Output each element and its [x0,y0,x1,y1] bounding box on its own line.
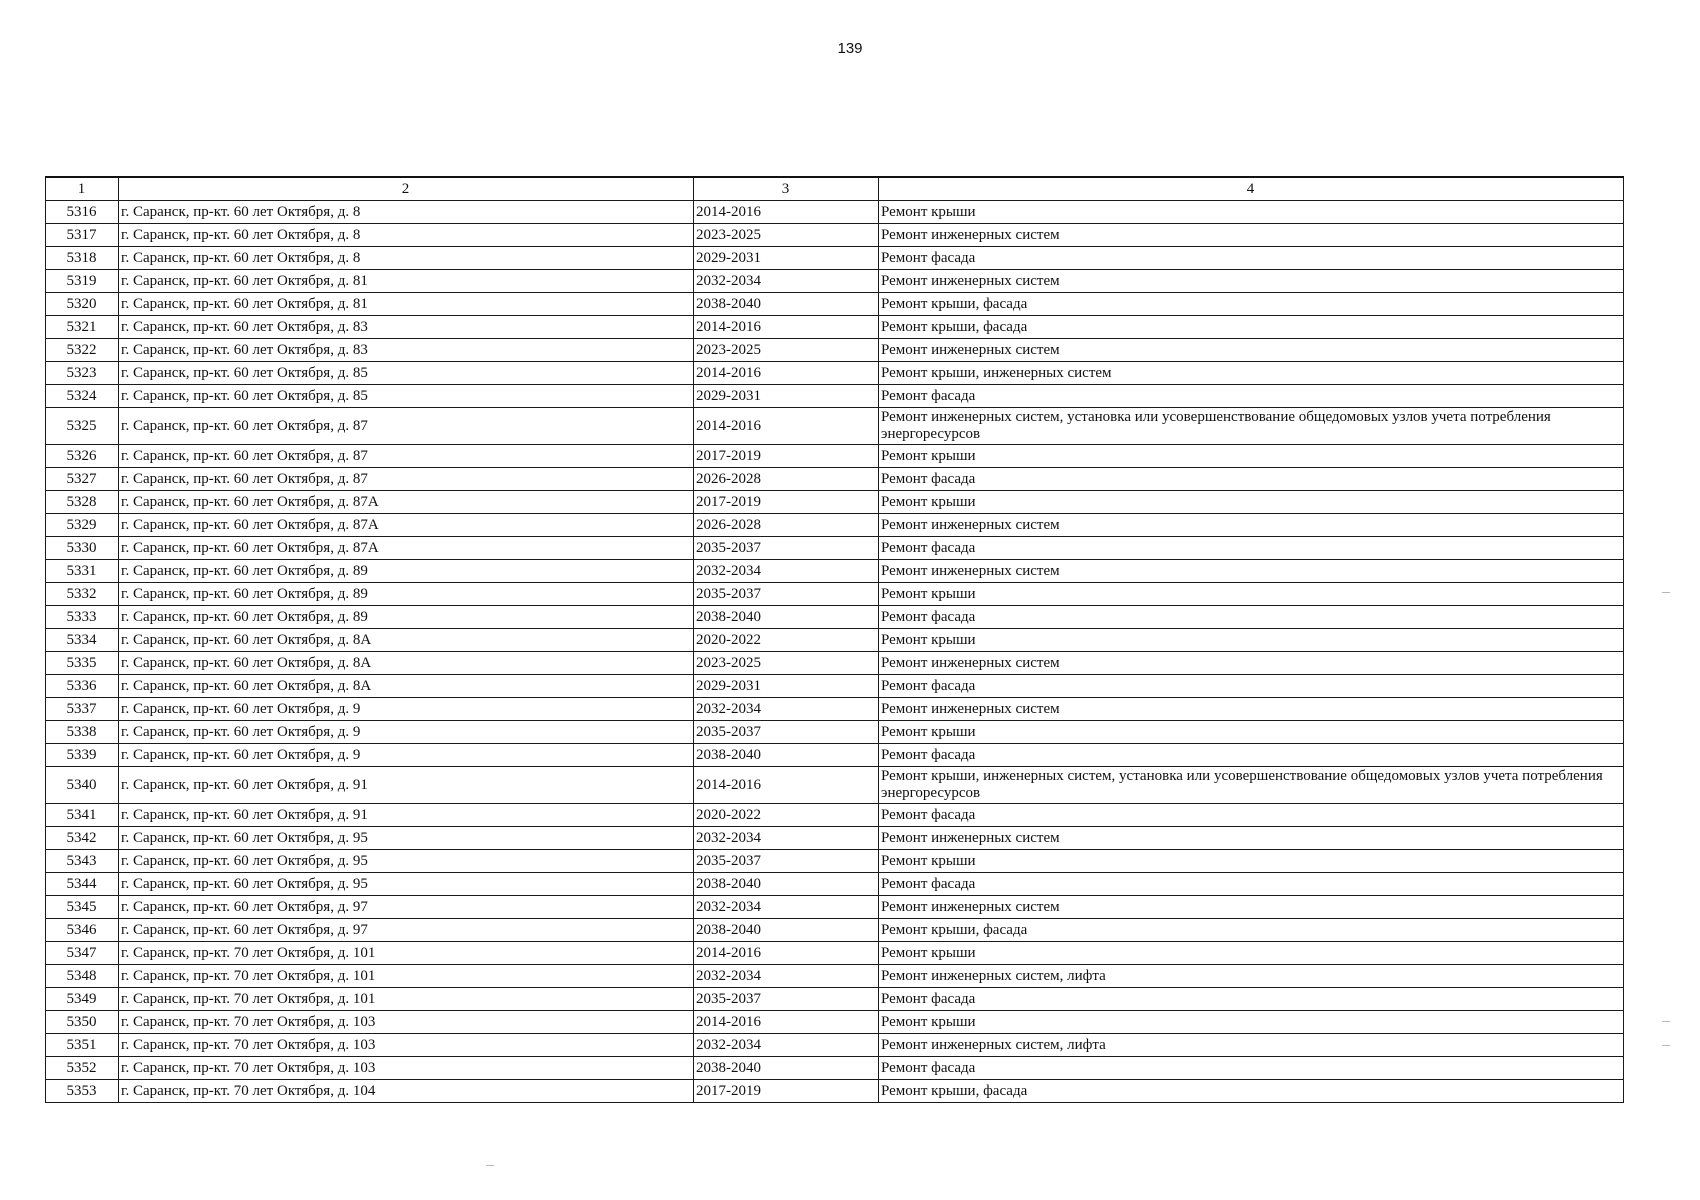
table-row [46,560,1624,583]
scan-mark [486,1165,494,1166]
address-cell: г. Саранск, пр-кт. 60 лет Октября, д. 8 [119,201,694,224]
row-number-cell: 5337 [46,698,119,721]
table-row [46,514,1624,537]
address-cell: г. Саранск, пр-кт. 60 лет Октября, д. 89 [119,583,694,606]
address-cell: г. Саранск, пр-кт. 70 лет Октября, д. 103 [119,1057,694,1080]
table-row [46,316,1624,339]
address-cell: г. Саранск, пр-кт. 60 лет Октября, д. 81 [119,270,694,293]
row-number-cell: 5329 [46,514,119,537]
address-cell: г. Саранск, пр-кт. 70 лет Октября, д. 101 [119,942,694,965]
work-type-cell: Ремонт фасада [879,537,1624,560]
period-cell: 2035-2037 [694,583,879,606]
period-cell: 2017-2019 [694,491,879,514]
table-row [46,965,1624,988]
address-cell: г. Саранск, пр-кт. 70 лет Октября, д. 101 [119,965,694,988]
row-number-cell: 5317 [46,224,119,247]
address-cell: г. Саранск, пр-кт. 60 лет Октября, д. 95 [119,850,694,873]
address-cell: г. Саранск, пр-кт. 60 лет Октября, д. 9 [119,721,694,744]
table-row [46,873,1624,896]
table-row [46,1011,1624,1034]
row-number-cell: 5353 [46,1080,119,1103]
work-type-cell: Ремонт фасада [879,873,1624,896]
period-cell: 2038-2040 [694,744,879,767]
period-cell: 2023-2025 [694,339,879,362]
work-type-cell: Ремонт фасада [879,606,1624,629]
row-number-cell: 5333 [46,606,119,629]
table-body [46,177,1624,1103]
table-row [46,896,1624,919]
column-header-work-type: 4 [879,177,1624,201]
address-cell: г. Саранск, пр-кт. 60 лет Октября, д. 97 [119,896,694,919]
row-number-cell: 5318 [46,247,119,270]
period-cell: 2032-2034 [694,827,879,850]
address-cell: г. Саранск, пр-кт. 60 лет Октября, д. 87А [119,491,694,514]
period-cell: 2029-2031 [694,247,879,270]
period-cell: 2014-2016 [694,942,879,965]
row-number-cell: 5344 [46,873,119,896]
row-number-cell: 5345 [46,896,119,919]
row-number-cell: 5327 [46,468,119,491]
period-cell: 2032-2034 [694,560,879,583]
work-type-cell: Ремонт инженерных систем [879,652,1624,675]
table-row [46,408,1624,445]
period-cell: 2014-2016 [694,767,879,804]
period-cell: 2038-2040 [694,873,879,896]
row-number-cell: 5326 [46,445,119,468]
row-number-cell: 5319 [46,270,119,293]
table-row [46,850,1624,873]
row-number-cell: 5340 [46,767,119,804]
period-cell: 2020-2022 [694,629,879,652]
row-number-cell: 5352 [46,1057,119,1080]
work-type-cell: Ремонт крыши, фасада [879,1080,1624,1103]
period-cell: 2032-2034 [694,698,879,721]
row-number-cell: 5316 [46,201,119,224]
period-cell: 2017-2019 [694,1080,879,1103]
address-cell: г. Саранск, пр-кт. 60 лет Октября, д. 85 [119,362,694,385]
period-cell: 2035-2037 [694,537,879,560]
address-cell: г. Саранск, пр-кт. 60 лет Октября, д. 83 [119,316,694,339]
work-type-cell: Ремонт фасада [879,744,1624,767]
row-number-cell: 5339 [46,744,119,767]
address-cell: г. Саранск, пр-кт. 60 лет Октября, д. 81 [119,293,694,316]
table-row [46,293,1624,316]
row-number-cell: 5334 [46,629,119,652]
work-type-cell: Ремонт крыши [879,942,1624,965]
work-type-cell: Ремонт крыши [879,445,1624,468]
period-cell: 2023-2025 [694,652,879,675]
table-row [46,721,1624,744]
row-number-cell: 5348 [46,965,119,988]
row-number-cell: 5351 [46,1034,119,1057]
table-row [46,919,1624,942]
table-header-row [46,177,1624,201]
address-cell: г. Саранск, пр-кт. 60 лет Октября, д. 8А [119,629,694,652]
address-cell: г. Саранск, пр-кт. 60 лет Октября, д. 87 [119,445,694,468]
row-number-cell: 5331 [46,560,119,583]
table-row [46,583,1624,606]
table-row [46,1080,1624,1103]
work-type-cell: Ремонт фасада [879,804,1624,827]
table-row [46,698,1624,721]
table-row [46,606,1624,629]
row-number-cell: 5343 [46,850,119,873]
row-number-cell: 5335 [46,652,119,675]
address-cell: г. Саранск, пр-кт. 60 лет Октября, д. 8А [119,675,694,698]
work-type-cell: Ремонт крыши [879,201,1624,224]
address-cell: г. Саранск, пр-кт. 60 лет Октября, д. 8 [119,224,694,247]
work-type-cell: Ремонт инженерных систем [879,514,1624,537]
address-cell: г. Саранск, пр-кт. 60 лет Октября, д. 87А [119,537,694,560]
row-number-cell: 5325 [46,408,119,445]
table-row [46,247,1624,270]
table-row [46,201,1624,224]
period-cell: 2026-2028 [694,468,879,491]
work-type-cell: Ремонт крыши, фасада [879,919,1624,942]
period-cell: 2032-2034 [694,965,879,988]
period-cell: 2014-2016 [694,408,879,445]
work-type-cell: Ремонт инженерных систем, лифта [879,965,1624,988]
address-cell: г. Саранск, пр-кт. 60 лет Октября, д. 85 [119,385,694,408]
period-cell: 2038-2040 [694,1057,879,1080]
period-cell: 2035-2037 [694,850,879,873]
work-type-cell: Ремонт фасада [879,675,1624,698]
row-number-cell: 5323 [46,362,119,385]
work-type-cell: Ремонт инженерных систем, лифта [879,1034,1624,1057]
period-cell: 2035-2037 [694,721,879,744]
period-cell: 2014-2016 [694,362,879,385]
table-row [46,491,1624,514]
period-cell: 2038-2040 [694,293,879,316]
address-cell: г. Саранск, пр-кт. 60 лет Октября, д. 87А [119,514,694,537]
table-row [46,339,1624,362]
period-cell: 2023-2025 [694,224,879,247]
table-row [46,270,1624,293]
column-header-address: 2 [119,177,694,201]
work-type-cell: Ремонт инженерных систем [879,896,1624,919]
period-cell: 2017-2019 [694,445,879,468]
period-cell: 2014-2016 [694,201,879,224]
work-type-cell: Ремонт инженерных систем [879,560,1624,583]
work-type-cell: Ремонт инженерных систем [879,827,1624,850]
work-type-cell: Ремонт крыши [879,850,1624,873]
table-row [46,652,1624,675]
row-number-cell: 5324 [46,385,119,408]
period-cell: 2026-2028 [694,514,879,537]
table-row [46,827,1624,850]
address-cell: г. Саранск, пр-кт. 60 лет Октября, д. 8 [119,247,694,270]
address-cell: г. Саранск, пр-кт. 60 лет Октября, д. 87 [119,468,694,491]
row-number-cell: 5347 [46,942,119,965]
table-row [46,629,1624,652]
table-row [46,942,1624,965]
column-header-number: 1 [46,177,119,201]
work-type-cell: Ремонт инженерных систем [879,698,1624,721]
address-cell: г. Саранск, пр-кт. 60 лет Октября, д. 95 [119,827,694,850]
row-number-cell: 5330 [46,537,119,560]
table-row [46,385,1624,408]
row-number-cell: 5320 [46,293,119,316]
period-cell: 2020-2022 [694,804,879,827]
work-type-cell: Ремонт инженерных систем, установка или усовершенствование общедомовых узлов учета потребления энергоресурсов [879,408,1624,445]
period-cell: 2032-2034 [694,896,879,919]
column-header-period: 3 [694,177,879,201]
address-cell: г. Саранск, пр-кт. 60 лет Октября, д. 97 [119,919,694,942]
table-row [46,224,1624,247]
row-number-cell: 5350 [46,1011,119,1034]
period-cell: 2035-2037 [694,988,879,1011]
work-type-cell: Ремонт крыши [879,583,1624,606]
address-cell: г. Саранск, пр-кт. 60 лет Октября, д. 9 [119,698,694,721]
address-cell: г. Саранск, пр-кт. 60 лет Октября, д. 91 [119,767,694,804]
table-row [46,988,1624,1011]
row-number-cell: 5349 [46,988,119,1011]
address-cell: г. Саранск, пр-кт. 70 лет Октября, д. 104 [119,1080,694,1103]
work-type-cell: Ремонт инженерных систем [879,270,1624,293]
address-cell: г. Саранск, пр-кт. 60 лет Октября, д. 91 [119,804,694,827]
work-type-cell: Ремонт фасада [879,247,1624,270]
row-number-cell: 5341 [46,804,119,827]
row-number-cell: 5322 [46,339,119,362]
work-type-cell: Ремонт фасада [879,468,1624,491]
period-cell: 2038-2040 [694,606,879,629]
row-number-cell: 5336 [46,675,119,698]
period-cell: 2038-2040 [694,919,879,942]
table-row [46,767,1624,804]
address-cell: г. Саранск, пр-кт. 60 лет Октября, д. 95 [119,873,694,896]
table-row [46,445,1624,468]
work-type-cell: Ремонт крыши, инженерных систем, установка или усовершенствование общедомовых узлов учета потребления энергоресурсов [879,767,1624,804]
period-cell: 2029-2031 [694,675,879,698]
period-cell: 2014-2016 [694,1011,879,1034]
page-number: 139 [837,40,863,57]
work-type-cell: Ремонт крыши, фасада [879,316,1624,339]
address-cell: г. Саранск, пр-кт. 60 лет Октября, д. 83 [119,339,694,362]
address-cell: г. Саранск, пр-кт. 60 лет Октября, д. 89 [119,606,694,629]
table-row [46,675,1624,698]
work-type-cell: Ремонт крыши, фасада [879,293,1624,316]
period-cell: 2029-2031 [694,385,879,408]
work-type-cell: Ремонт фасада [879,1057,1624,1080]
scan-mark [1662,592,1670,593]
work-type-cell: Ремонт крыши [879,629,1624,652]
address-cell: г. Саранск, пр-кт. 60 лет Октября, д. 87 [119,408,694,445]
row-number-cell: 5321 [46,316,119,339]
table-row [46,804,1624,827]
work-type-cell: Ремонт крыши, инженерных систем [879,362,1624,385]
row-number-cell: 5328 [46,491,119,514]
table-row [46,362,1624,385]
address-cell: г. Саранск, пр-кт. 70 лет Октября, д. 101 [119,988,694,1011]
scan-mark [1662,1045,1670,1046]
address-cell: г. Саранск, пр-кт. 70 лет Октября, д. 103 [119,1011,694,1034]
address-cell: г. Саранск, пр-кт. 60 лет Октября, д. 9 [119,744,694,767]
row-number-cell: 5346 [46,919,119,942]
work-type-cell: Ремонт фасада [879,988,1624,1011]
table-row [46,468,1624,491]
work-type-cell: Ремонт крыши [879,491,1624,514]
table-row [46,1057,1624,1080]
repair-schedule-table [45,176,1624,1103]
work-type-cell: Ремонт фасада [879,385,1624,408]
table-row [46,537,1624,560]
work-type-cell: Ремонт крыши [879,1011,1624,1034]
work-type-cell: Ремонт инженерных систем [879,339,1624,362]
period-cell: 2014-2016 [694,316,879,339]
period-cell: 2032-2034 [694,270,879,293]
row-number-cell: 5332 [46,583,119,606]
row-number-cell: 5338 [46,721,119,744]
table-row [46,1034,1624,1057]
work-type-cell: Ремонт крыши [879,721,1624,744]
address-cell: г. Саранск, пр-кт. 60 лет Октября, д. 8А [119,652,694,675]
period-cell: 2032-2034 [694,1034,879,1057]
address-cell: г. Саранск, пр-кт. 70 лет Октября, д. 103 [119,1034,694,1057]
work-type-cell: Ремонт инженерных систем [879,224,1624,247]
row-number-cell: 5342 [46,827,119,850]
scan-mark [1662,1021,1670,1022]
table-row [46,744,1624,767]
address-cell: г. Саранск, пр-кт. 60 лет Октября, д. 89 [119,560,694,583]
